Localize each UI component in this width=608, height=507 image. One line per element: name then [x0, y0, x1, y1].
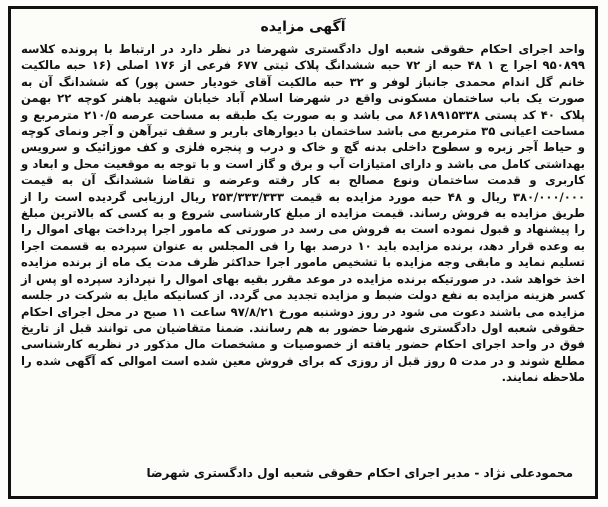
auction-notice-box: [8, 6, 598, 499]
notice-title: آگهی مزایده: [260, 19, 346, 35]
notice-signature: محمودعلی نژاد - مدیر اجرای احکام حقوقی شعبه اول دادگستری شهرضا: [146, 466, 573, 480]
notice-body-text: واحد اجرای احکام حقوقی شعبه اول دادگستری شهرضا در نظر دارد در ارتباط با پرونده کلاسه ۹۵۰۸۹۹ اجرا ج ۱ ۴۸ حبه از ۷۲ حبه ششدانگ پلاک ثبتی ۶۷۷ فرعی از ۱۷۶ اصلی (۱۶ حبه مالکیت خانم گل اندام محمدی جانباز لوفر و ۳۲ حبه مالکیت آقای خودیار حسن پور) که ششدانگ آن به صورت یک باب ساختمان مسکونی واقع در شهرضا اسلام آباد خیابان شهید باهنر کوچه ۲۲ بهمن پلاک ۴۰ کد پستی ۸۶۱۸۹۱۵۳۳۸ می باشد و به صورت یک طبقه به مساحت عرصه ۲۱۰/۵ مترمربع و مساحت اعیانی ۳۵ مترمربع می باشد ساختمان با دیوارهای باربر و سقف تیرآهن و آجر ونمای کوچه و حیاط آجر زبره و سطوح داخلی بدنه گچ و خاک و درب و پنجره فلزی و کف موزائیک و سرویس بهداشتی کامل می باشد و دارای امتیازات آب و برق و گاز است و با توجه به موقعیت محل و ابعاد و کاربری و قدمت ساختمان ونوع مصالح به کار رفته وعرضه و تقاضا ششدانگ آن به قیمت ۳۸۰/۰۰۰/۰۰۰ ریال و ۴۸ حبه مورد مزایده به قیمت ۲۵۳/۳۳۳/۳۳۳ ریال ارزیابی گردیده است را از طریق مزایده به فروش رساند. قیمت مزایده از مبلغ کارشناسی شروع و به کسی که بالاترین مبلغ را پیشنهاد و قبول نموده است به فروش می رسد در صورتی که مامور اجرا پرداخت بهای اموال را به وعده قرار دهد، برنده مزایده باید ۱۰ درصد بها را فی المجلس به عنوان سپرده به قسمت اجرا تسلیم نماید و مابقی وجه مزایده با تشخیص مامور اجرا حداکثر ظرف مدت یک ماه از برنده مزایده اخذ خواهد شد. در صورتیکه برنده مزایده در موعد مقرر بقیه بهای اموال را نپردازد سپرده او پس از کسر هزینه مزایده به نفع دولت ضبط و مزایده تجدید می گردد. از کسانیکه مایل به شرکت در جلسه مزایده می باشند دعوت می شود در روز دوشنبه مورخ ۹۷/۸/۲۱ ساعت ۱۱ صبح در محل اجرای احکام حقوقی شعبه اول دادگستری شهرضا حضور به هم رسانند. ضمنا متقاضیان می توانند قبل از تاریخ فوق در واحد اجرای احکام حضور یافته از خصوصیات و مشخصات مال مذکور در نظریه کارشناسی مطلع شوند و در مدت ۵ روز قبل از روزی که برای فروش معین شده است اموالی که آگهی شده را ملاحظه نمایند.: [21, 42, 586, 385]
